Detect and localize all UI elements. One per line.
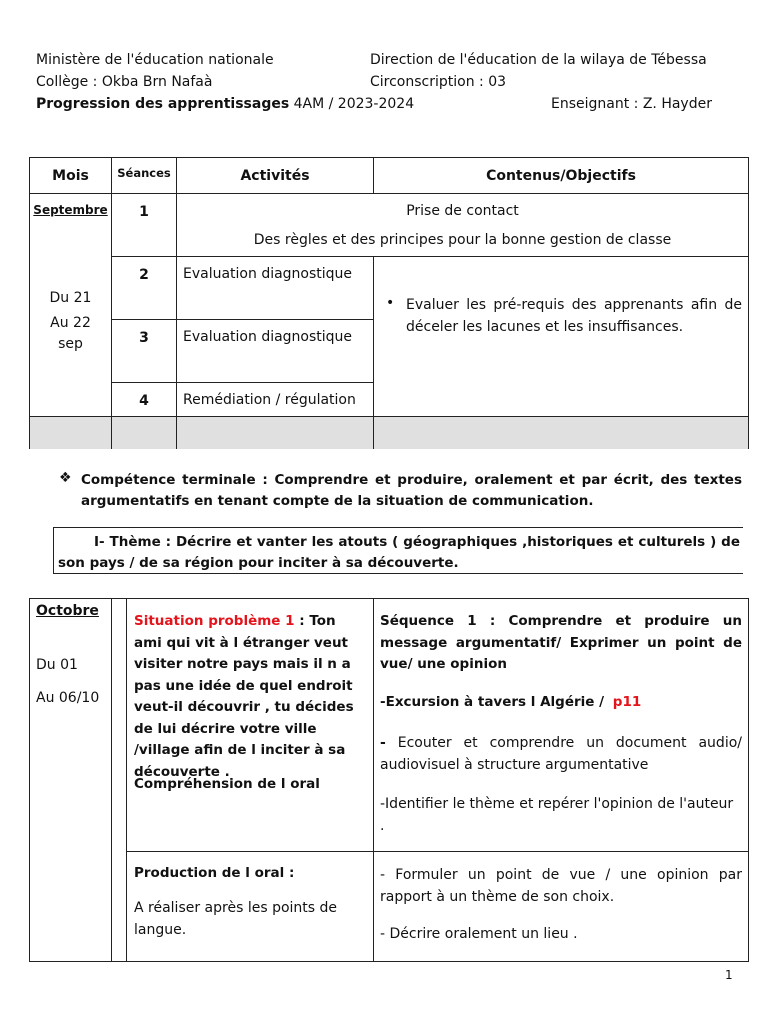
situation-label: Situation problème 1: [134, 613, 295, 629]
listen-text: Ecouter et comprendre un document audio/ audiovisuel à structure argumentative: [380, 735, 742, 773]
seance-number: 1: [139, 204, 149, 220]
identify-objective: -Identifier le thème et repérer l'opinion de l'auteur .: [380, 796, 734, 834]
date-start: Du 21: [49, 290, 92, 306]
header-activites: Activités: [240, 168, 310, 184]
activity-text: Remédiation / régulation: [183, 392, 356, 408]
progression-line: [36, 96, 414, 114]
date-month: sep: [58, 336, 83, 352]
activity-text: Evaluation diagnostique: [183, 329, 353, 345]
excursion-text: -Excursion à tavers l Algérie /: [380, 694, 605, 710]
date-range-sept: [30, 286, 111, 357]
activity-text: Evaluation diagnostique: [183, 266, 353, 282]
dash-mark: -: [380, 735, 386, 751]
theme-box: [53, 527, 743, 574]
date-start: Du 01: [36, 657, 78, 673]
progression-label: Progression des apprentissages: [36, 96, 290, 112]
production-title: Production de l oral :: [134, 865, 295, 881]
decrire-objective: - Décrire oralement un lieu .: [380, 926, 578, 942]
seance-number: 3: [139, 330, 149, 346]
date-end: Au 22: [50, 315, 91, 331]
production-note: A réaliser après les points de langue.: [134, 900, 338, 938]
formuler-objective: - Formuler un point de vue / une opinion par rapport à un thème de son choix.: [380, 867, 742, 905]
listen-objective: [380, 733, 742, 776]
ministry-text: Ministère de l'éducation nationale: [36, 52, 274, 68]
situation-text: : Ton ami qui vit à l étranger veut visiter notre pays mais il n a pas une idée de quel endroit veut-il découvrir , tu décides de lui décrire votre ville /village afin de l inciter à sa découverte .: [134, 613, 354, 780]
comprehension-label: Compréhension de l oral: [134, 776, 320, 792]
situation-probleme: [134, 611, 366, 783]
theme-text: I- Thème : Décrire et vanter les atouts ( géographiques ,historiques et culturels ) de son pays / de sa région pour inciter à sa découverte.: [58, 534, 740, 571]
objective-text: Evaluer les pré-requis des apprenants afin de déceler les lacunes et les insuffisances.: [406, 297, 742, 335]
page-reference: p11: [612, 694, 642, 710]
circonscription-text: Circonscription : 03: [370, 74, 507, 90]
header-mois: Mois: [52, 168, 89, 184]
row1-subtitle: Des règles et des principes pour la bonne gestion de classe: [253, 232, 672, 248]
bullet-icon: •: [386, 295, 395, 311]
excursion-line: [380, 694, 641, 711]
progression-table-2: [29, 598, 749, 962]
date-end: Au 06/10: [36, 690, 100, 706]
direction-text: Direction de l'éducation de la wilaya de Tébessa: [370, 52, 707, 68]
page-number: 1: [725, 968, 733, 982]
empty-row: [30, 417, 748, 449]
row1-title: Prise de contact: [406, 203, 519, 219]
seance-number: 2: [139, 267, 149, 283]
progression-table-1: [29, 157, 749, 449]
month-octobre: Octobre: [36, 603, 99, 619]
progression-year: 4AM / 2023-2024: [293, 96, 415, 112]
header-seances: Séances: [117, 166, 171, 180]
college-text: Collège : Okba Brn Nafaà: [36, 74, 213, 90]
sequence-text: Séquence 1 : Comprendre et produire un message argumentatif/ Exprimer un point de vue/ une opinion: [380, 613, 742, 672]
header-contenus: Contenus/Objectifs: [486, 168, 636, 184]
diamond-bullet-icon: ❖: [59, 470, 72, 486]
teacher-text: Enseignant : Z. Hayder: [551, 96, 712, 112]
seance-number: 4: [139, 393, 149, 409]
competence-text: Compétence terminale : Comprendre et produire, oralement et par écrit, des textes argumentatifs en tenant compte de la situation de communication.: [81, 472, 742, 509]
month-septembre: Septembre: [33, 203, 108, 217]
